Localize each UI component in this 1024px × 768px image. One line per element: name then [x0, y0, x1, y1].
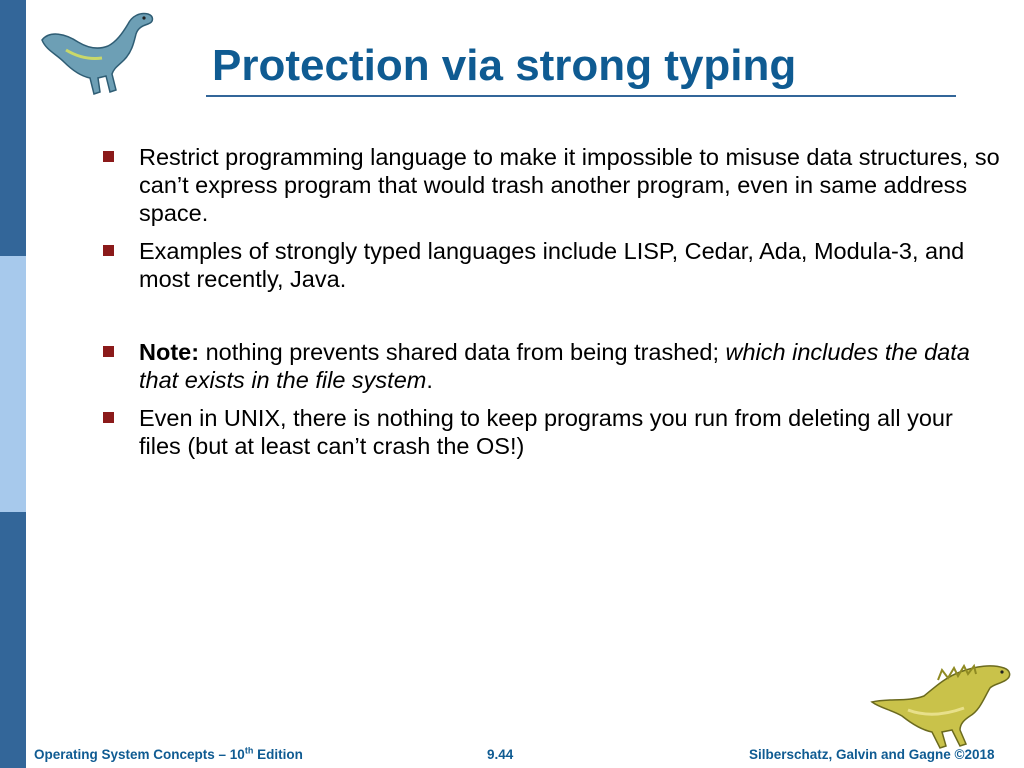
square-bullet-icon	[103, 412, 114, 423]
slide-content	[100, 143, 1000, 460]
footer-book-suffix: Edition	[253, 747, 303, 762]
note-label: Note:	[139, 339, 200, 365]
square-bullet-icon	[103, 151, 114, 162]
sidebar-bottom-segment	[0, 512, 26, 768]
left-sidebar	[0, 0, 26, 768]
slide-title: Protection via strong typing	[212, 41, 797, 90]
dinosaur-icon	[868, 658, 1016, 750]
footer-page-number: 9.44	[487, 747, 514, 762]
note-tail: .	[426, 367, 433, 393]
bullet-text: Restrict programming language to make it impossible to misuse data structures, so can’t express program that would trash another program, even in same address space.	[139, 144, 1000, 226]
bullet-item	[100, 237, 1000, 293]
footer-book-title	[34, 747, 303, 762]
footer-copyright: Silberschatz, Galvin and Gagne ©2018	[749, 747, 995, 762]
footer-book-sup: th	[244, 745, 254, 756]
sidebar-middle-segment	[0, 256, 26, 512]
square-bullet-icon	[103, 346, 114, 357]
bullet-item	[100, 338, 1000, 394]
sidebar-top-segment	[0, 0, 26, 256]
note-text: nothing prevents shared data from being trashed;	[199, 339, 726, 365]
bullet-item	[100, 404, 1000, 460]
title-underline	[206, 95, 956, 97]
square-bullet-icon	[103, 245, 114, 256]
bullet-text: Even in UNIX, there is nothing to keep programs you run from deleting all your files (but at least can’t crash the OS!)	[139, 405, 953, 459]
note-emphasis: which includes the data that exists in the file system	[139, 339, 970, 393]
dinosaur-icon	[36, 6, 156, 98]
footer-book-prefix: Operating System Concepts – 10	[34, 747, 245, 762]
bullet-item	[100, 143, 1000, 227]
bullet-text: Examples of strongly typed languages include LISP, Cedar, Ada, Modula-3, and most recently, Java.	[139, 238, 965, 292]
